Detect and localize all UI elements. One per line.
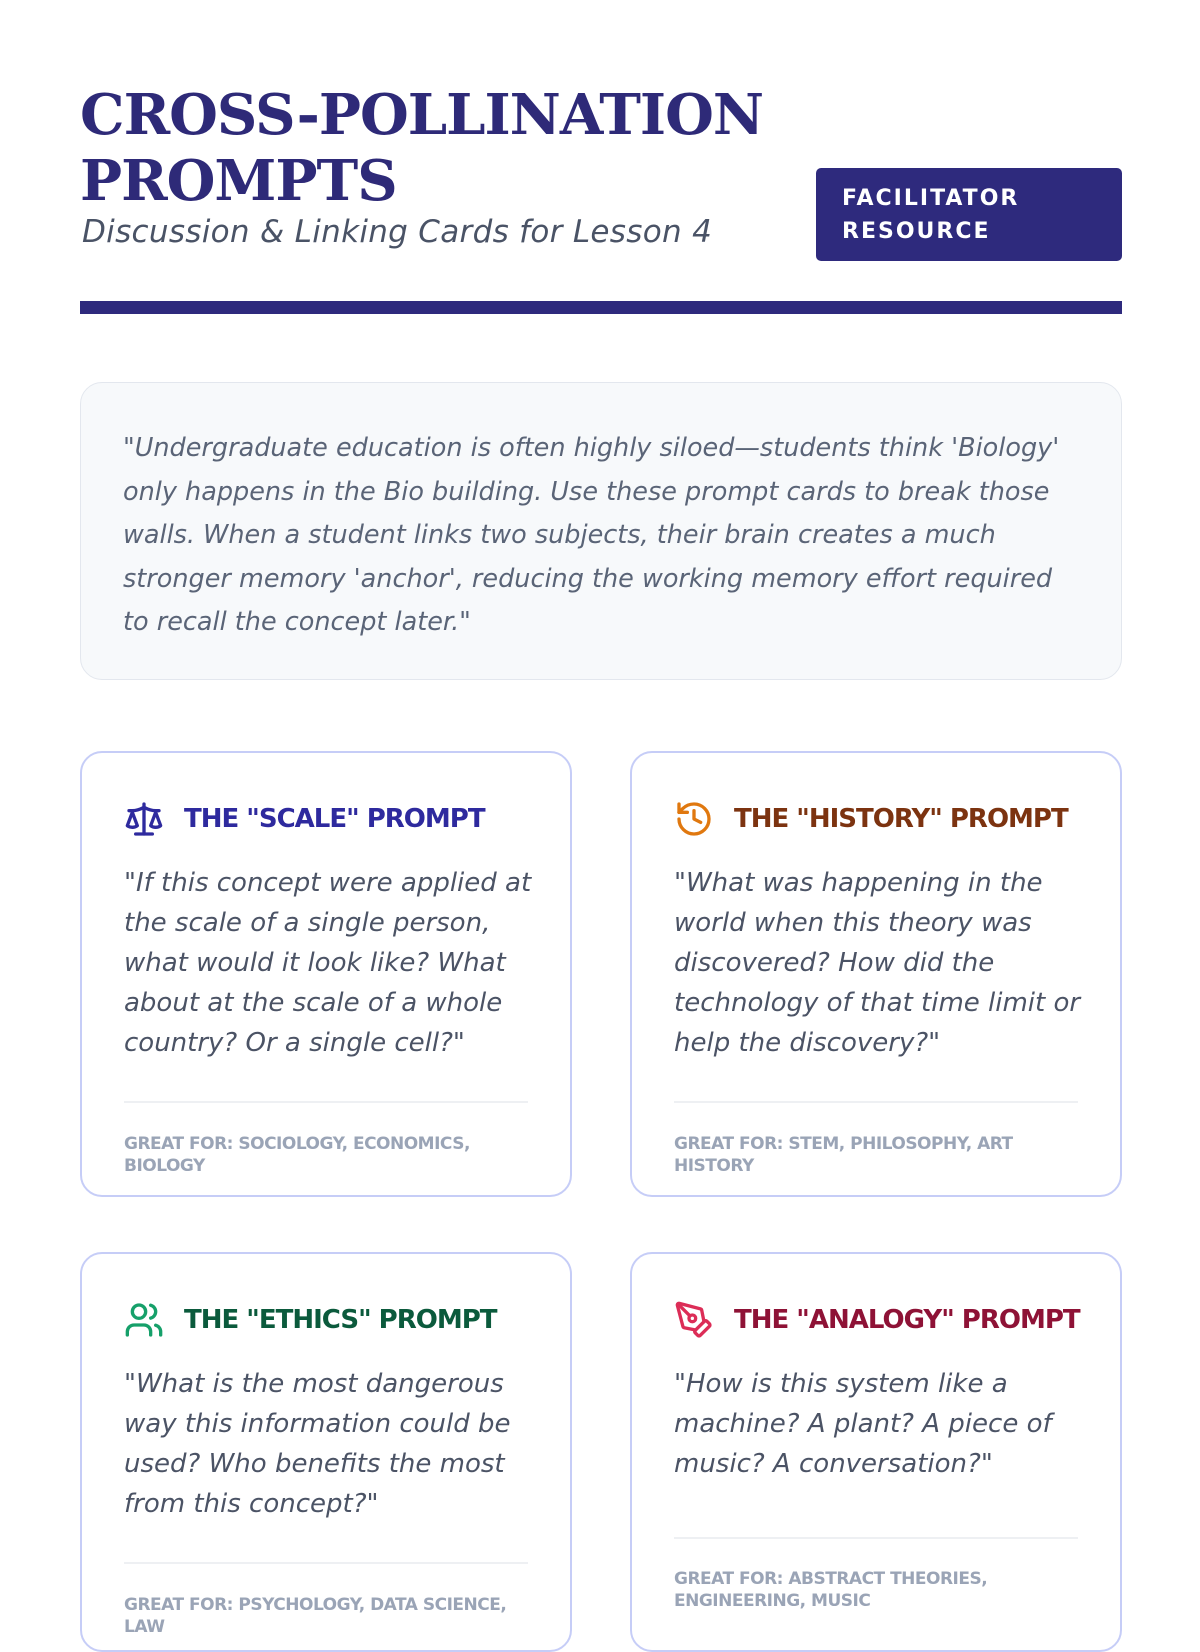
card-quote: "If this concept were applied at the scale of a single person, what would it look like? What about at the scale of a whole country? Or a single cell?": [124, 868, 532, 1058]
card-header: [674, 1300, 1080, 1340]
card-header: [674, 799, 1068, 839]
card-tags: GREAT FOR: STEM, PHILOSOPHY, ART HISTORY: [674, 1134, 1013, 1176]
card-quote: "What is the most dangerous way this information could be used? Who benefits the most from this concept?": [124, 1369, 511, 1519]
page-header: [80, 0, 1120, 314]
card-title: THE "HISTORY" PROMPT: [734, 804, 1068, 834]
prompt-card-scale: [80, 751, 572, 1197]
users-icon: [124, 1300, 164, 1340]
page-title: [80, 82, 800, 214]
card-title: THE "SCALE" PROMPT: [184, 804, 485, 834]
card-tags: GREAT FOR: ABSTRACT THEORIES, ENGINEERING, MUSIC: [674, 1569, 988, 1611]
prompt-card-analogy: [630, 1252, 1122, 1652]
badge-line-1: FACILITATOR: [842, 186, 1020, 211]
card-tags: GREAT FOR: PSYCHOLOGY, DATA SCIENCE, LAW: [124, 1595, 507, 1637]
badge-line-2: RESOURCE: [842, 219, 991, 244]
prompt-card-ethics: [80, 1252, 572, 1652]
title-line-1: CROSS-POLLINATION: [80, 82, 764, 148]
page-subtitle: Discussion & Linking Cards for Lesson 4: [82, 214, 713, 250]
title-line-2: PROMPTS: [80, 148, 397, 214]
card-divider: [124, 1101, 528, 1103]
history-icon: [674, 799, 714, 839]
card-title: THE "ETHICS" PROMPT: [184, 1305, 497, 1335]
card-tags: GREAT FOR: SOCIOLOGY, ECONOMICS, BIOLOGY: [124, 1134, 470, 1176]
intro-quote-text: "Undergraduate education is often highly siloed—students think 'Biology' only happens in the Bio building. Use these prompt cards to break those walls. When a student links two subjects, their brain creates a much stronger memory 'anchor', reducing the working memory effort required to recall the concept later.": [123, 433, 1060, 637]
card-header: [124, 1300, 497, 1340]
card-title: THE "ANALOGY" PROMPT: [734, 1305, 1080, 1335]
pen-tool-icon: [674, 1300, 714, 1340]
document-page: [80, 0, 1120, 1637]
facilitator-badge: [816, 168, 1122, 261]
card-quote: "How is this system like a machine? A plant? A piece of music? A conversation?": [674, 1369, 1052, 1479]
card-divider: [674, 1537, 1078, 1539]
scale-icon: [124, 799, 164, 839]
prompt-card-history: [630, 751, 1122, 1197]
header-divider: [80, 301, 1122, 314]
card-quote: "What was happening in the world when this theory was discovered? How did the technology of that time limit or help the discovery?": [674, 868, 1081, 1058]
intro-quote-box: [80, 382, 1122, 680]
card-divider: [674, 1101, 1078, 1103]
card-divider: [124, 1562, 528, 1564]
card-header: [124, 799, 485, 839]
